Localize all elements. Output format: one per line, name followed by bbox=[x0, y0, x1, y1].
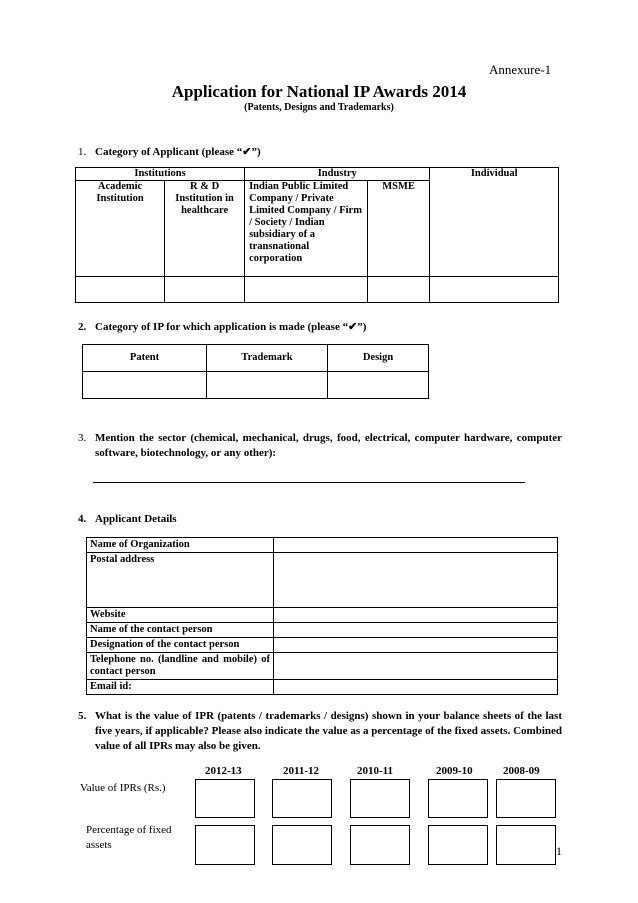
label-value-of-iprs: Value of IPRs (Rs.) bbox=[80, 782, 166, 794]
group-individual: Individual bbox=[430, 168, 559, 277]
field-contact-person[interactable] bbox=[274, 623, 558, 638]
tick-rd[interactable] bbox=[165, 277, 245, 303]
value-box-2010-11[interactable] bbox=[350, 779, 410, 818]
col-indian-public-company: Indian Public Limited Company / Private Limited Company / Firm / Society / Indian subsidiary of a transnational corporation bbox=[245, 181, 368, 277]
q3-text: Mention the sector (chemical, mechanical, drugs, food, electrical, computer hardware, computer software, biotechnology, or any other): bbox=[95, 432, 562, 459]
page-subtitle: (Patents, Designs and Trademarks) bbox=[244, 102, 394, 113]
label-email: Email id: bbox=[87, 680, 274, 695]
year-2009-10: 2009-10 bbox=[436, 765, 473, 777]
q5-number: 5. bbox=[78, 710, 87, 722]
tick-academic[interactable] bbox=[76, 277, 165, 303]
label-percentage-fixed-assets: Percentage of fixed assets bbox=[86, 824, 172, 851]
tick-trademark[interactable] bbox=[207, 372, 328, 399]
q1-number: 1. bbox=[78, 146, 87, 158]
tick-msme[interactable] bbox=[367, 277, 430, 303]
q4-number: 4. bbox=[78, 513, 87, 525]
value-box-2011-12[interactable] bbox=[272, 779, 332, 818]
col-msme: MSME bbox=[367, 181, 430, 277]
value-box-2008-09[interactable] bbox=[496, 779, 556, 818]
field-telephone[interactable] bbox=[274, 653, 558, 680]
tick-industry[interactable] bbox=[245, 277, 368, 303]
label-designation: Designation of the contact person bbox=[87, 638, 274, 653]
group-institutions: Institutions bbox=[76, 168, 245, 181]
col-academic-institution: Academic Institution bbox=[76, 181, 165, 277]
q3-heading bbox=[78, 431, 562, 461]
field-org-name[interactable] bbox=[274, 538, 558, 553]
q5-heading bbox=[78, 709, 562, 754]
label-org-name: Name of Organization bbox=[87, 538, 274, 553]
pct-box-2010-11[interactable] bbox=[350, 825, 410, 865]
field-website[interactable] bbox=[274, 608, 558, 623]
field-email[interactable] bbox=[274, 680, 558, 695]
field-postal-address[interactable] bbox=[274, 553, 558, 608]
label-contact-person: Name of the contact person bbox=[87, 623, 274, 638]
tick-patent[interactable] bbox=[83, 372, 207, 399]
year-2012-13: 2012-13 bbox=[205, 765, 242, 777]
col-design: Design bbox=[328, 345, 429, 372]
label-website: Website bbox=[87, 608, 274, 623]
q1-heading bbox=[78, 145, 261, 158]
q4-heading bbox=[78, 513, 177, 525]
q3-number: 3. bbox=[78, 432, 87, 444]
page-title: Application for National IP Awards 2014 bbox=[171, 82, 467, 101]
q2-heading bbox=[78, 320, 366, 333]
year-2010-11: 2010-11 bbox=[357, 765, 394, 777]
group-industry: Industry bbox=[245, 168, 430, 181]
q1-text: Category of Applicant (please “✔”) bbox=[95, 146, 261, 158]
q4-text: Applicant Details bbox=[95, 513, 177, 525]
pct-box-2009-10[interactable] bbox=[428, 825, 488, 865]
q2-text: Category of IP for which application is made (please “✔”) bbox=[95, 321, 367, 333]
label-postal-address: Postal address bbox=[87, 553, 274, 608]
q5-text: What is the value of IPR (patents / trademarks / designs) shown in your balance sheets of the last five years, if applicable? Please also indicate the value as a percentage of the fixed assets. Combined value of all IPRs may also be given. bbox=[95, 710, 562, 752]
value-box-2012-13[interactable] bbox=[195, 779, 255, 818]
col-rd-institution: R & D Institution in healthcare bbox=[165, 181, 245, 277]
pct-box-2011-12[interactable] bbox=[272, 825, 332, 865]
pct-box-2012-13[interactable] bbox=[195, 825, 255, 865]
applicant-details-table bbox=[86, 537, 558, 695]
tick-individual[interactable] bbox=[430, 277, 559, 303]
applicant-category-table bbox=[75, 167, 559, 303]
annexure-label: Annexure-1 bbox=[489, 62, 552, 77]
tick-design[interactable] bbox=[328, 372, 429, 399]
col-trademark: Trademark bbox=[207, 345, 328, 372]
label-telephone: Telephone no. (landline and mobile) of contact person bbox=[87, 653, 274, 680]
col-patent: Patent bbox=[83, 345, 207, 372]
ip-category-table bbox=[82, 344, 429, 399]
year-2011-12: 2011-12 bbox=[283, 765, 320, 777]
page-number: 1 bbox=[556, 844, 562, 858]
year-2008-09: 2008-09 bbox=[503, 765, 540, 777]
field-designation[interactable] bbox=[274, 638, 558, 653]
value-box-2009-10[interactable] bbox=[428, 779, 488, 818]
pct-box-2008-09[interactable] bbox=[496, 825, 556, 865]
q2-number: 2. bbox=[78, 321, 87, 333]
sector-answer-line[interactable] bbox=[93, 482, 525, 483]
